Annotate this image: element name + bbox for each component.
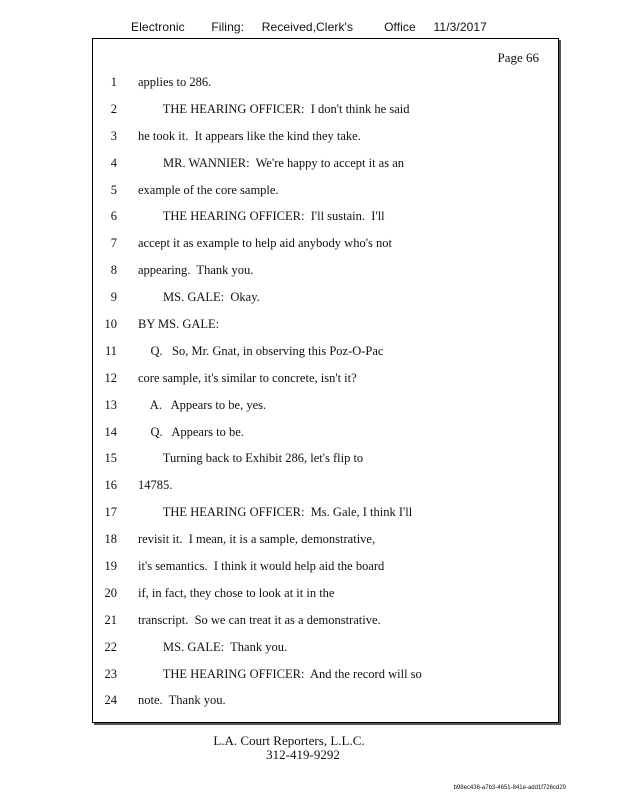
line-text: Q. Appears to be. [138,424,244,439]
transcript-line [93,396,558,423]
line-number: 2 [110,101,117,116]
line-text: MS. GALE: Okay. [138,290,260,305]
line-number: 11 [104,343,117,358]
line-text: MR. WANNIER: We're happy to accept it as an [138,155,405,170]
line-number: 8 [110,263,117,278]
line-number: 24 [104,693,117,708]
transcript-line [93,234,558,261]
line-number: 7 [110,236,117,251]
transcript-line [93,261,558,288]
line-number: 4 [110,155,117,170]
line-text: THE HEARING OFFICER: And the record will so [138,666,422,681]
transcript-line [93,154,558,181]
transcript-lines [93,73,558,718]
line-text: if, in fact, they chose to look at it in the [138,585,335,600]
transcript-line [93,557,558,584]
line-text: THE HEARING OFFICER: Ms. Gale, I think I'll [138,505,413,520]
line-number: 19 [104,559,117,574]
line-text: note. Thank you. [138,693,226,708]
line-text: THE HEARING OFFICER: I'll sustain. I'll [138,209,385,224]
transcript-line [93,207,558,234]
line-text: applies to 286. [138,75,212,89]
transcript-line [93,288,558,315]
line-text: Turning back to Exhibit 286, let's flip to [138,451,364,466]
line-text: THE HEARING OFFICER: I don't think he said [138,101,410,116]
filing-stamp: Electronic Filing: Received,Clerk's Office 11/3/2017 [131,20,487,34]
transcript-line [93,611,558,638]
line-number: 14 [104,424,117,439]
line-number: 12 [104,370,117,385]
reporter-company: L.A. Court Reporters, L.L.C. [213,733,365,748]
line-text: 14785. [138,478,173,493]
line-number: 15 [104,451,117,466]
line-text: A. Appears to be, yes. [138,397,267,412]
line-text: BY MS. GALE: [138,317,220,332]
transcript-line [93,315,558,342]
line-text: he took it. It appears like the kind they take. [138,128,361,143]
line-number: 6 [110,209,117,224]
transcript-line [93,476,558,503]
line-number: 13 [104,397,117,412]
transcript-line [93,342,558,369]
line-text: accept it as example to help aid anybody who's not [138,236,392,251]
transcript-line [93,423,558,450]
document-hash: b98ec436-a7b3-4651-841e-add1f726cd29 [453,785,566,791]
transcript-line [93,530,558,557]
reporter-phone: 312-419-9292 [266,747,340,762]
line-text: core sample, it's similar to concrete, isn't it? [138,370,357,385]
line-text: appearing. Thank you. [138,263,254,278]
line-text: example of the core sample. [138,182,279,197]
line-text: transcript. So we can treat it as a demonstrative. [138,612,381,627]
line-text: MS. GALE: Thank you. [138,639,288,654]
transcript-line [93,449,558,476]
transcript-line [93,638,558,665]
transcript-line [93,584,558,611]
line-number: 1 [110,75,117,89]
transcript-line [93,73,558,100]
line-number: 10 [104,317,117,332]
line-number: 17 [104,505,117,520]
line-number: 3 [110,128,117,143]
transcript-page [92,38,559,723]
page-number: Page 66 [497,50,539,65]
transcript-line [93,100,558,127]
line-number: 9 [110,290,117,305]
line-number: 5 [110,182,117,197]
transcript-line [93,665,558,692]
line-text: revisit it. I mean, it is a sample, demonstrative, [138,532,376,547]
transcript-line [93,369,558,396]
line-text: Q. So, Mr. Gnat, in observing this Poz-O-Pac [138,343,384,358]
transcript-line [93,691,558,718]
transcript-line [93,503,558,530]
line-number: 16 [104,478,117,493]
line-number: 18 [104,532,117,547]
line-number: 21 [104,612,117,627]
transcript-line [93,181,558,208]
transcript-line [93,127,558,154]
line-number: 20 [104,585,117,600]
line-number: 23 [104,666,117,681]
line-text: it's semantics. I think it would help aid the board [138,559,385,574]
line-number: 22 [104,639,117,654]
